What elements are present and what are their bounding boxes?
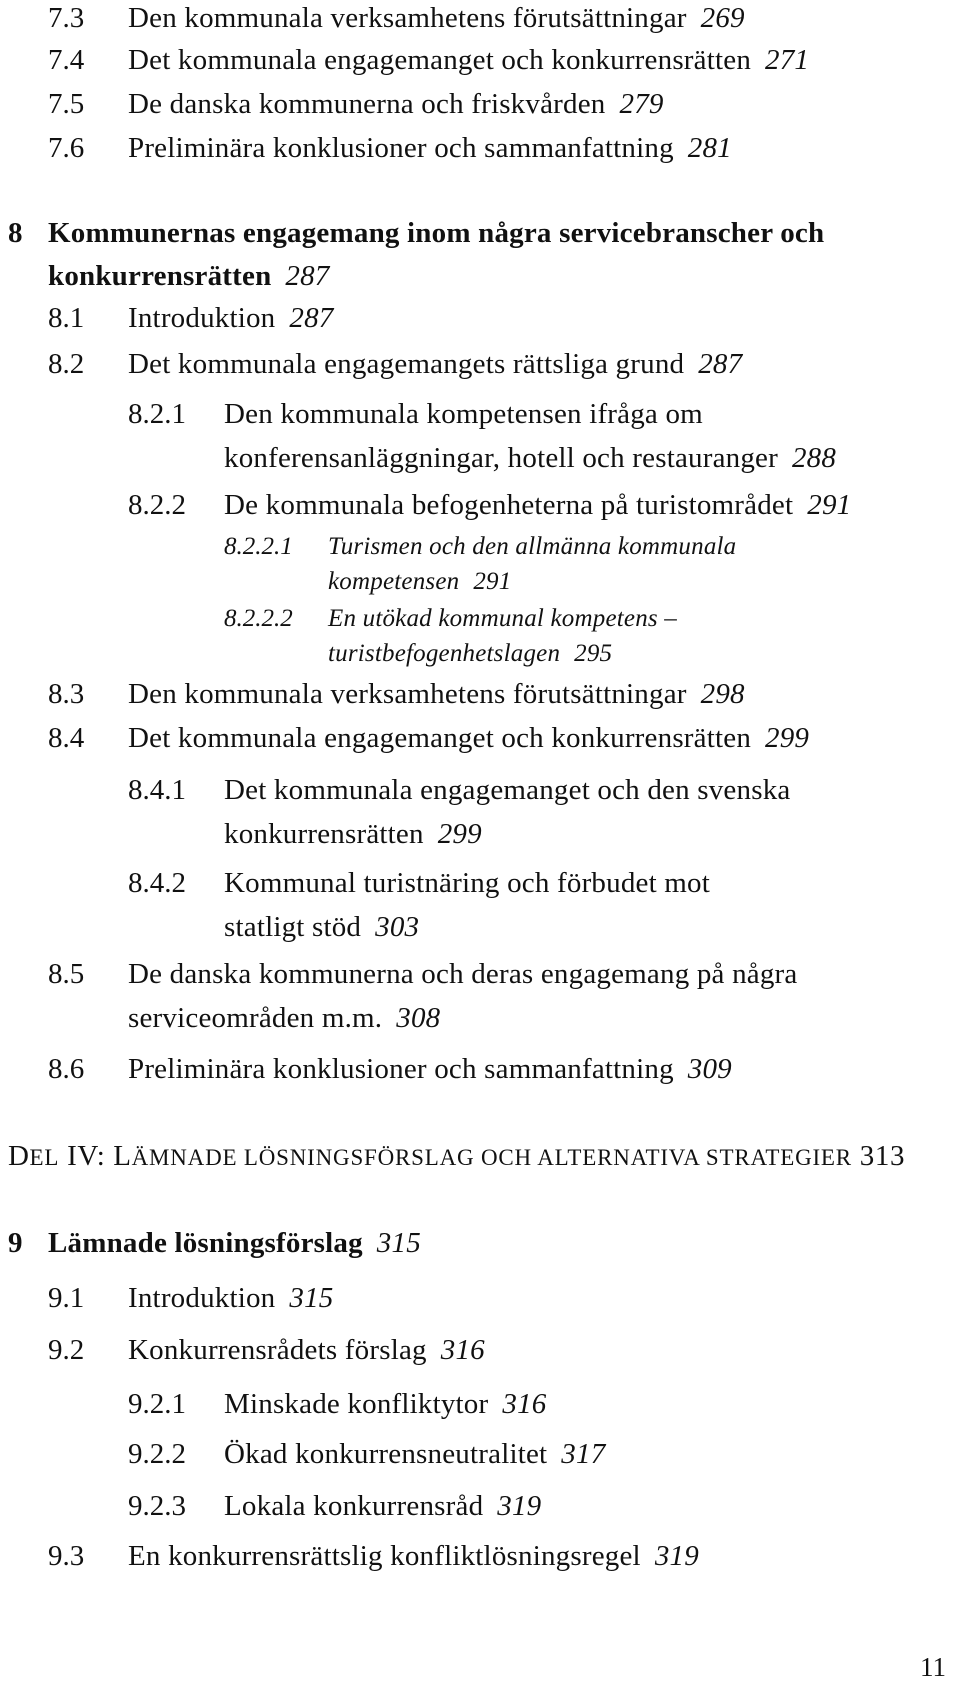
toc-page-ref: 299 [437,818,482,850]
toc-page-ref: 299 [765,722,810,754]
toc-entry [128,676,745,712]
toc-page-ref: 298 [700,678,745,710]
toc-entry [128,86,664,122]
toc-number: 8.2.1 [128,398,186,430]
toc-page-ref: 316 [440,1334,485,1366]
toc-number: 8.1 [48,302,85,334]
toc-page-ref: 315 [289,1282,334,1314]
toc-number: 8.3 [48,678,85,710]
toc-page-ref: 308 [396,1002,441,1034]
toc-entry-line2: statligt stöd 303 [224,911,420,943]
toc-page-ref: 271 [765,44,810,76]
toc-page-ref: 315 [376,1227,421,1259]
toc-title: Lokala konkurrensråd [224,1490,484,1522]
toc-title: En konkurrensrättslig konfliktlösningsregel [128,1540,641,1572]
toc-title: Den kommunala verksamhetens förutsättningar [128,678,687,710]
chapter-number: 8 [8,217,23,249]
toc-number: 9.2.3 [128,1490,186,1522]
toc-entry [128,42,809,78]
toc-entry-line2: konkurrensrätten 299 [224,818,482,850]
toc-number: 8.2.2.1 [224,533,293,560]
toc-entry [128,1538,699,1574]
toc-entry-line2: kompetensen 291 [328,568,512,595]
toc-entry [224,487,851,523]
toc-page-ref: 288 [791,442,837,474]
toc-page-ref: 319 [654,1540,699,1572]
toc-page-ref: 319 [497,1490,542,1522]
toc-entry-line1: En utökad kommunal kompetens – [328,605,677,632]
toc-title: Den kommunala verksamhetens förutsättningar [128,2,687,34]
chapter-title-line1: Kommunernas engagemang inom några servicebranscher och [48,217,825,249]
toc-page-ref: 287 [289,302,334,334]
toc-number: 9.1 [48,1282,85,1314]
toc-entry-line1: Det kommunala engagemanget och den svenska [224,774,791,806]
toc-entry [224,1488,541,1524]
toc-title: Preliminära konklusioner och sammanfattning [128,132,674,164]
toc-entry-line1: Den kommunala kompetensen ifråga om [224,398,703,430]
toc-page-ref: 291 [473,568,512,595]
chapter-number: 9 [8,1227,23,1259]
toc-page-ref: 309 [687,1053,732,1085]
toc-number: 7.3 [48,2,85,34]
toc-page-ref: 287 [285,260,330,292]
toc-entry [128,300,334,336]
toc-number: 9.2.2 [128,1438,186,1470]
toc-title: Minskade konfliktytor [224,1388,489,1420]
toc-entry-line2: serviceområden m.m. 308 [128,1002,441,1034]
toc-page-ref: 291 [807,489,852,521]
toc-entry [224,1436,605,1472]
toc-entry-line2: turistbefogenhetslagen 295 [328,640,613,667]
toc-number: 7.5 [48,88,85,120]
toc-page-ref: 287 [698,348,743,380]
toc-entry [128,130,732,166]
toc-page-ref: 279 [619,88,664,120]
toc-entry [224,1386,546,1422]
toc-number: 7.6 [48,132,85,164]
toc-entry-line2: konferensanläggningar, hotell och restauranger 288 [224,442,837,474]
toc-number: 8.2 [48,348,85,380]
toc-number: 8.6 [48,1053,85,1085]
toc-entry-line1: De danska kommunerna och deras engagemang på några [128,958,798,990]
toc-title: Introduktion [128,1282,276,1314]
part-heading: DEL IV: LÄMNADE LÖSNINGSFÖRSLAG OCH ALTERNATIVA STRATEGIER 313 [8,1140,906,1172]
toc-entry [128,1051,732,1087]
toc-entry [128,720,809,756]
toc-number: 9.2 [48,1334,85,1366]
toc-page-ref: 281 [687,132,732,164]
toc-title: De kommunala befogenheterna på turistområdet [224,489,794,521]
toc-title: Det kommunala engagemanget och konkurrensrätten [128,44,752,76]
toc-number: 9.3 [48,1540,85,1572]
toc-title: Ökad konkurrensneutralitet [224,1438,548,1470]
toc-title: Introduktion [128,302,276,334]
page-number: 11 [920,1652,946,1682]
toc-page-ref: 303 [375,911,420,943]
toc-title: Preliminära konklusioner och sammanfattning [128,1053,674,1085]
toc-entry [128,1332,485,1368]
toc-page-ref: 313 [859,1140,906,1172]
toc-number: 7.4 [48,44,85,76]
toc-page-ref: 295 [574,640,613,667]
toc-title: Det kommunala engagemangets rättsliga grund [128,348,685,380]
toc-title: Det kommunala engagemanget och konkurrensrätten [128,722,752,754]
toc-entry-line1: Turismen och den allmänna kommunala [328,533,737,560]
toc-number: 9.2.1 [128,1388,186,1420]
toc-number: 8.2.2 [128,489,186,521]
toc-title: De danska kommunerna och friskvården [128,88,606,120]
toc-title: Konkurrensrådets förslag [128,1334,427,1366]
toc-number: 8.4.1 [128,774,186,806]
toc-page-ref: 316 [502,1388,547,1420]
toc-entry [128,0,745,36]
toc-number: 8.4.2 [128,867,186,899]
toc-entry [128,346,742,382]
chapter-title-line2: konkurrensrätten 287 [48,260,330,292]
toc-page-ref: 269 [700,2,745,34]
toc-entry [128,1280,334,1316]
toc-entry-line1: Kommunal turistnäring och förbudet mot [224,867,711,899]
toc-number: 8.5 [48,958,85,990]
chapter-title: Lämnade lösningsförslag 315 [48,1227,421,1259]
toc-number: 8.2.2.2 [224,605,293,632]
toc-number: 8.4 [48,722,85,754]
toc-page-ref: 317 [561,1438,606,1470]
